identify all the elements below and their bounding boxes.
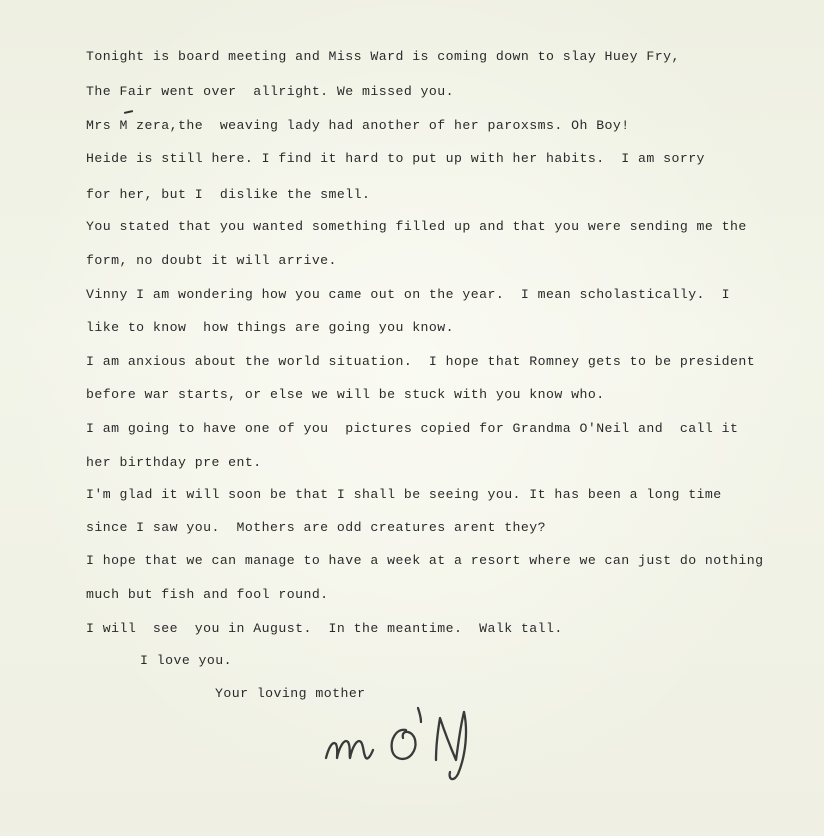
letter-line: I will see you in August. In the meantime. Walk tall.: [86, 621, 563, 636]
handwritten-signature: [318, 700, 498, 790]
letter-signoff: Your loving mother: [215, 686, 366, 701]
letter-line: Tonight is board meeting and Miss Ward is coming down to slay Huey Fry,: [86, 49, 680, 64]
signature-svg: [318, 700, 498, 790]
letter-line: her birthday pre ent.: [86, 455, 262, 470]
letter-line: like to know how things are going you know.: [86, 320, 455, 335]
letter-closing: I love you.: [140, 653, 233, 668]
letter-line: before war starts, or else we will be stuck with you know who.: [86, 387, 605, 402]
letter-line: for her, but I dislike the smell.: [86, 187, 371, 202]
letter-line: form, no doubt it will arrive.: [86, 253, 337, 268]
letter-line: I'm glad it will soon be that I shall be seeing you. It has been a long time: [86, 487, 722, 502]
letter-line: The Fair went over allright. We missed you.: [86, 84, 455, 99]
letter-line: since I saw you. Mothers are odd creatures arent they?: [86, 520, 547, 535]
letter-line: I hope that we can manage to have a week at a resort where we can just do nothing: [86, 553, 764, 568]
letter-line: Heide is still here. I find it hard to put up with her habits. I am sorry: [86, 151, 705, 166]
letter-line: I am going to have one of you pictures copied for Grandma O'Neil and call it: [86, 421, 739, 436]
diacritic-mark: [124, 110, 133, 114]
letter-line: much but fish and fool round.: [86, 587, 329, 602]
letter-line: I am anxious about the world situation. I hope that Romney gets to be president: [86, 354, 756, 369]
letter-line: Vinny I am wondering how you came out on the year. I mean scholastically. I: [86, 287, 731, 302]
letter-line: You stated that you wanted something filled up and that you were sending me the: [86, 219, 747, 234]
letter-line: Mrs M zera,the weaving lady had another of her paroxsms. Oh Boy!: [86, 118, 630, 133]
